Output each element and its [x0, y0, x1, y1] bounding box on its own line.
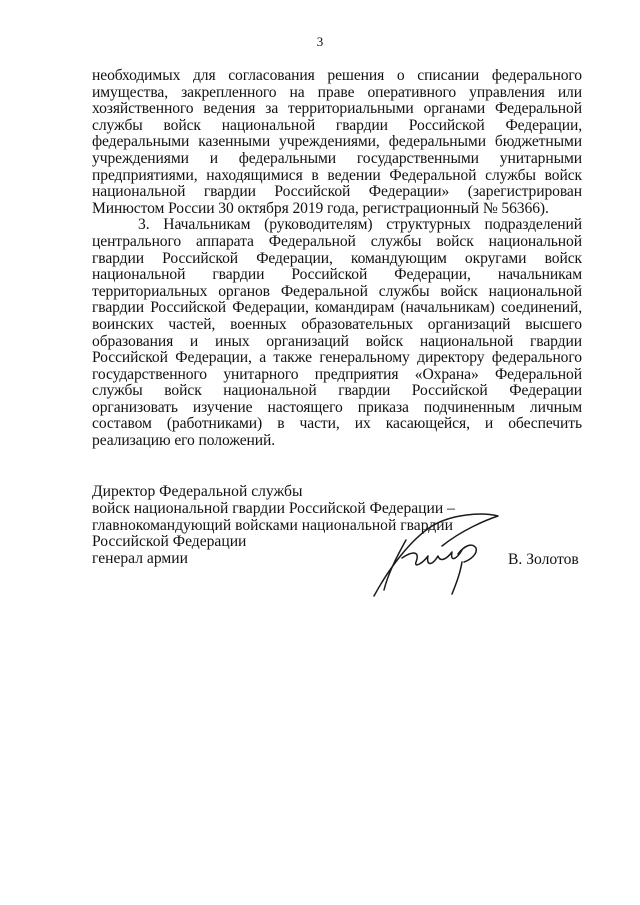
signatory-rank: генерал армии — [92, 550, 188, 568]
paragraph-item-3: 3. Начальникам (руководителям) структурных подразделений центрального аппарата Федеральной службы войск национальной гвардии Российской Федерации, командующим округами войск национальной гвардии Российской Федерации, начальникам территориальных органов Федеральной службы войск национальной гвардии Российской Федерации, командирам (начальникам) соединений, воинских частей, военных образовательных организаций высшего образования и иных организаций войск национальной гвардии Российской Федерации, а также генеральному директору федерального государственного унитарного предприятия «Охрана» Федеральной службы войск национальной гвардии Российской Федерации организовать изучение настоящего приказа подчиненным личным составом (работниками) в части, их касающейся, и обеспечить реализацию его положений. — [92, 216, 582, 450]
signatory-title-line: Директор Федеральной службы — [92, 483, 303, 500]
paragraph-continuation: необходимых для согласования решения о списании федерального имущества, закрепленного на праве оперативного управления или хозяйственного ведения за территориальными органами Федеральной службы войск национальной гвардии Российской Федерации, федеральными казенными учреждениями, федеральными бюджетными учреждениями и федеральными государственными унитарными предприятиями, находящимися в ведении Федеральной службы войск национальной гвардии Российской Федерации» (зарегистрирован Минюстом России 30 октября 2019 года, регистрационный № 56366). — [92, 67, 582, 217]
page-number: 3 — [316, 34, 324, 49]
signatory-title-line: главнокомандующий войсками национальной гвардии — [92, 516, 453, 534]
document-body — [92, 68, 582, 450]
signatory-name: В. Золотов — [508, 551, 579, 568]
handwritten-signature — [362, 510, 502, 600]
signatory-title-line: войск национальной гвардии Российской Федерации – — [92, 499, 455, 517]
signatory-title-line: Российской Федерации — [92, 533, 247, 551]
